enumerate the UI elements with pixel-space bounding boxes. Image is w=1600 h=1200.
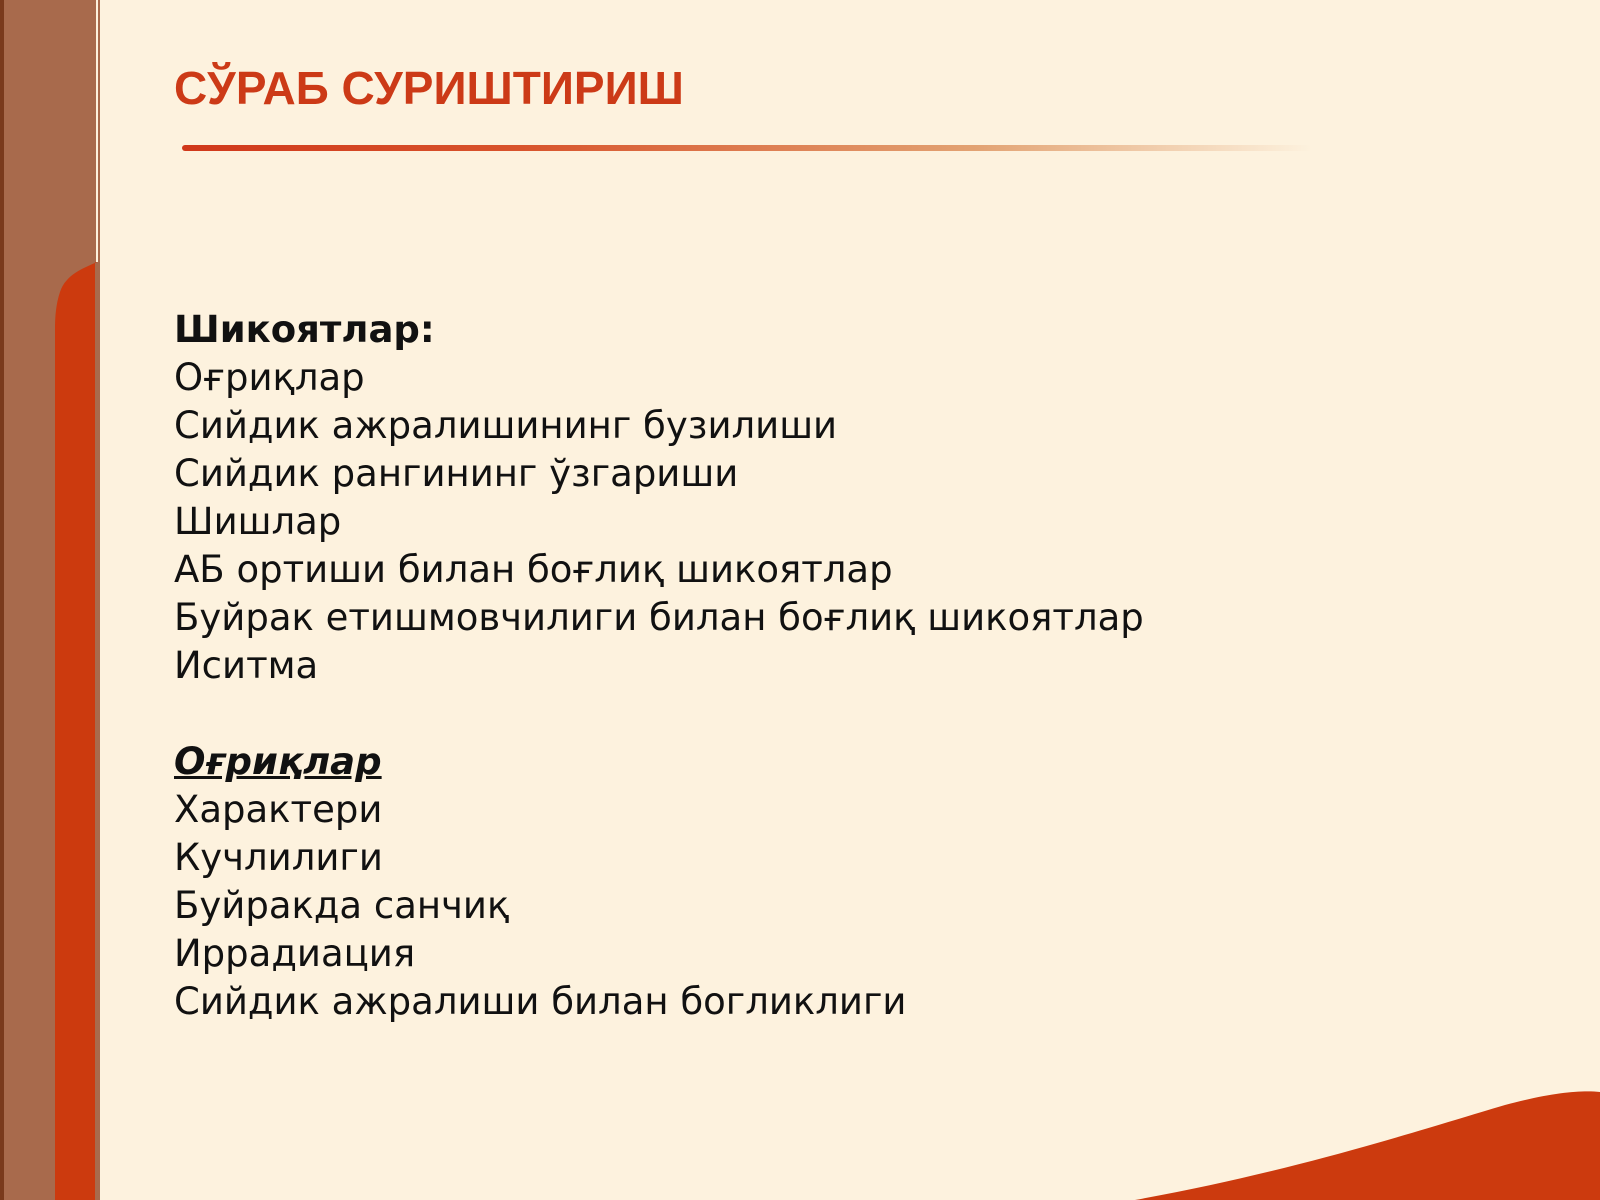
pain-item: Сийдик ажралиши билан богликлиги [174,980,907,1023]
band-red-tab [55,262,97,1200]
band-edge-line [0,0,4,1200]
bottom-wave-shape [1135,1091,1600,1200]
complaint-item: Сийдик рангининг ўзгариши [174,452,739,495]
complaint-item: Сийдик ажралишининг бузилиши [174,404,838,447]
complaint-item: Иситма [174,644,319,687]
title-underline-rule [182,145,1312,151]
complaint-item: Оғриқлар [174,356,365,399]
left-decorative-band [0,0,100,1200]
complaint-item: Шишлар [174,500,342,543]
complaints-heading: Шикоятлар: [174,308,435,351]
slide-body [174,306,1474,1026]
pain-item: Кучлилиги [174,836,383,879]
complaint-item: Буйрак етишмовчилиги билан боғлиқ шикоятлар [174,596,1144,639]
pain-item: Характери [174,788,383,831]
slide-title: СЎРАБ СУРИШТИРИШ [174,62,684,114]
pains-heading: Оғриқлар [174,740,382,783]
pain-item: Буйракда санчиқ [174,884,510,927]
section-spacer [174,690,1474,738]
complaint-item: АБ ортиши билан боғлиқ шикоятлар [174,548,893,591]
pain-item: Иррадиация [174,932,416,975]
